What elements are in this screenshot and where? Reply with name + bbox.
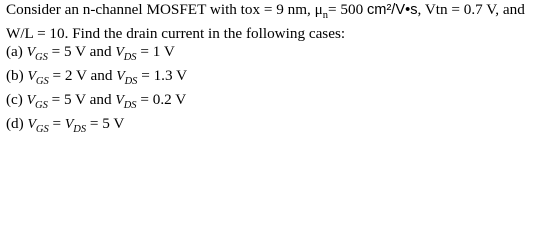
vgs-subscript: GS [35, 100, 48, 112]
intro-line-1 [6, 1, 558, 25]
vgs-value: = 5 V and [47, 43, 116, 61]
vds-value: = 5 V [86, 115, 125, 133]
case-label: (c) [6, 91, 27, 109]
vds-symbol: V [116, 69, 125, 85]
vds-subscript: DS [73, 124, 87, 136]
intro-part-2: = 500 [328, 1, 367, 18]
case-label: (b) [6, 67, 28, 85]
vgs-subscript: GS [35, 52, 48, 64]
case-b [6, 67, 558, 91]
vgs-symbol: V [27, 69, 36, 85]
intro-line-2: W/L = 10. Find the drain current in the following cases: [6, 25, 346, 43]
vds-value: = 1 V [136, 43, 175, 61]
intro-part-3: , Vtn = 0.7 V, and [417, 1, 525, 18]
vgs-value: = [48, 115, 65, 133]
problem-text [6, 1, 558, 139]
vgs-symbol: V [26, 93, 36, 109]
vgs-symbol: V [26, 45, 36, 61]
vgs-value: = 2 V and [48, 67, 117, 85]
mu-subscript: n [322, 10, 329, 22]
vds-subscript: DS [123, 100, 137, 112]
case-c [6, 91, 558, 115]
case-label: (a) [6, 43, 27, 61]
intro-part-1: Consider an n-channel MOSFET with tox = 9 nm, μ [6, 1, 323, 18]
vgs-symbol: V [27, 117, 36, 133]
vgs-subscript: GS [35, 124, 49, 136]
vds-subscript: DS [123, 52, 137, 64]
vds-symbol: V [115, 45, 124, 61]
vds-symbol: V [64, 117, 74, 133]
vds-value: = 1.3 V [137, 67, 188, 85]
vds-symbol: V [115, 93, 124, 109]
case-label: (d) [6, 115, 28, 133]
mobility-unit: cm²/V•s [366, 2, 418, 18]
vgs-subscript: GS [35, 76, 49, 88]
vds-value: = 0.2 V [136, 91, 187, 109]
vgs-value: = 5 V and [47, 91, 116, 109]
vds-subscript: DS [124, 76, 138, 88]
case-a [6, 43, 558, 67]
case-d [6, 115, 558, 139]
